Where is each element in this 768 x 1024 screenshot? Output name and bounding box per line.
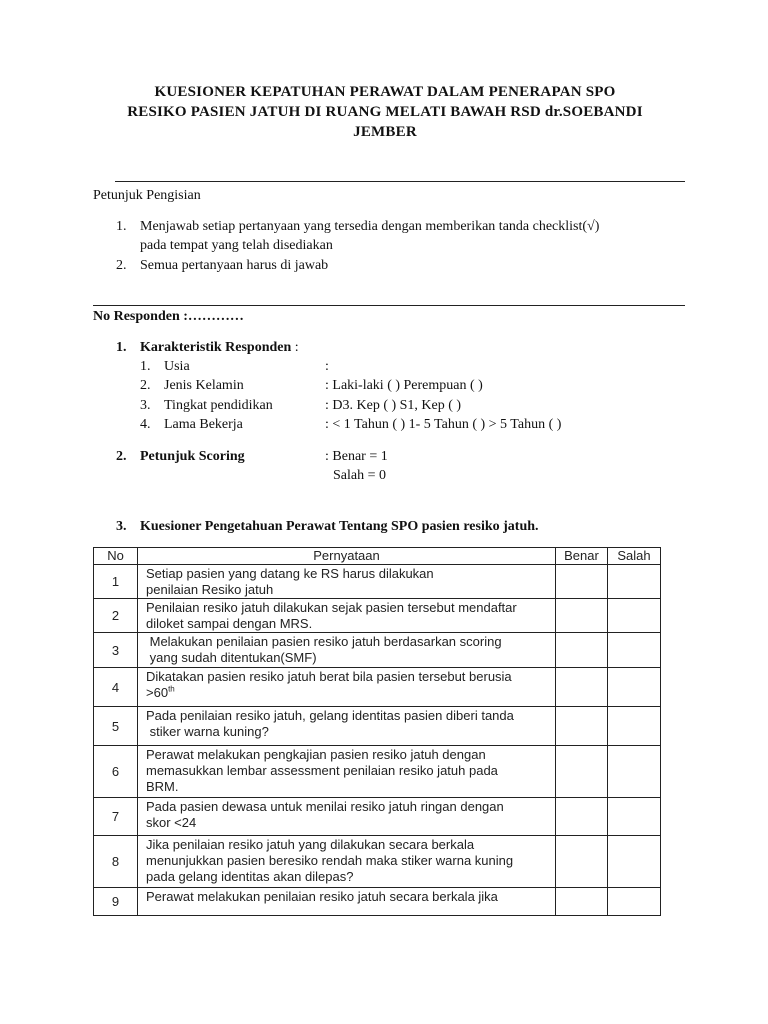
superscript: th — [168, 684, 175, 694]
row-statement — [138, 746, 556, 798]
true-checkbox-cell[interactable] — [556, 599, 608, 633]
row-number: 8 — [94, 836, 138, 888]
statement-line: BRM. — [146, 779, 179, 794]
field-education-options[interactable]: : D3. Kep ( ) S1, Kep ( ) — [325, 398, 462, 413]
top-divider — [115, 181, 685, 182]
instruction-2-text: Semua pertanyaan harus di jawab — [140, 258, 329, 273]
row-number: 5 — [94, 707, 138, 746]
statement-line: penilaian Resiko jatuh — [146, 582, 274, 597]
statement-line: skor <24 — [146, 815, 197, 830]
row-number: 7 — [94, 798, 138, 836]
row-statement — [138, 888, 556, 916]
row-number: 3 — [94, 633, 138, 668]
table-row — [94, 668, 661, 707]
row-number: 6 — [94, 746, 138, 798]
row-statement — [138, 565, 556, 599]
table-row — [94, 707, 661, 746]
table-row — [94, 599, 661, 633]
header-no: No — [94, 548, 138, 565]
row-statement — [138, 836, 556, 888]
row-statement — [138, 633, 556, 668]
statement-line: menunjukkan pasien beresiko rendah maka stiker warna kuning — [146, 853, 514, 868]
false-checkbox-cell[interactable] — [608, 633, 661, 668]
field-education-number: 3. — [140, 398, 151, 413]
true-checkbox-cell[interactable] — [556, 746, 608, 798]
section-1-colon: : — [291, 340, 299, 355]
field-age-value[interactable]: : — [325, 359, 329, 374]
table-row — [94, 746, 661, 798]
table-header-row — [94, 548, 661, 565]
instructions-heading: Petunjuk Pengisian — [93, 188, 201, 203]
title-line-3: JEMBER — [353, 124, 417, 140]
table-row — [94, 565, 661, 599]
true-checkbox-cell[interactable] — [556, 633, 608, 668]
row-statement — [138, 707, 556, 746]
knowledge-questionnaire-table — [93, 547, 661, 916]
field-age-label: Usia — [164, 359, 190, 374]
statement-line: memasukkan lembar assessment penilaian resiko jatuh pada — [146, 763, 498, 778]
field-gender-number: 2. — [140, 378, 151, 393]
section-3-number: 3. — [116, 519, 127, 534]
instruction-1-text: Menjawab setiap pertanyaan yang tersedia dengan memberikan tanda checklist(√) — [140, 219, 600, 234]
row-number: 4 — [94, 668, 138, 707]
row-statement — [138, 599, 556, 633]
statement-line-with-sup — [146, 685, 551, 701]
title-line-2: RESIKO PASIEN JATUH DI RUANG MELATI BAWAH RSD dr.SOEBANDI — [127, 104, 643, 120]
title-line-1: KUESIONER KEPATUHAN PERAWAT DALAM PENERAPAN SPO — [154, 84, 616, 100]
section-3-heading: Kuesioner Pengetahuan Perawat Tentang SPO pasien resiko jatuh. — [140, 519, 539, 534]
row-number: 2 — [94, 599, 138, 633]
row-number: 1 — [94, 565, 138, 599]
section-1-heading-wrap — [140, 338, 299, 357]
section-1-heading: Karakteristik Responden — [140, 340, 292, 355]
statement-line: Pada penilaian resiko jatuh, gelang identitas pasien diberi tanda — [146, 708, 514, 723]
true-checkbox-cell[interactable] — [556, 707, 608, 746]
table-row — [94, 798, 661, 836]
statement-line: stiker warna kuning? — [146, 724, 269, 739]
document-title — [90, 82, 680, 142]
header-false: Salah — [608, 548, 661, 565]
statement-line: Dikatakan pasien resiko jatuh berat bila pasien tersebut berusia — [146, 669, 512, 684]
section-2-heading: Petunjuk Scoring — [140, 449, 245, 464]
field-tenure-options[interactable]: : < 1 Tahun ( ) 1- 5 Tahun ( ) > 5 Tahun ( ) — [325, 417, 562, 432]
field-gender-options[interactable]: : Laki-laki ( ) Perempuan ( ) — [325, 378, 483, 393]
statement-line: Melakukan penilaian pasien resiko jatuh berdasarkan scoring — [146, 634, 502, 649]
false-checkbox-cell[interactable] — [608, 599, 661, 633]
statement-line: Setiap pasien yang datang ke RS harus dilakukan — [146, 566, 434, 581]
table-row — [94, 888, 661, 916]
statement-line: Penilaian resiko jatuh dilakukan sejak pasien tersebut mendaftar — [146, 600, 517, 615]
statement-line: Pada pasien dewasa untuk menilai resiko jatuh ringan dengan — [146, 799, 504, 814]
instruction-1-text-cont: pada tempat yang telah disediakan — [140, 238, 333, 253]
field-tenure-number: 4. — [140, 417, 151, 432]
scoring-correct: : Benar = 1 — [325, 449, 388, 464]
false-checkbox-cell[interactable] — [608, 836, 661, 888]
middle-divider — [93, 305, 685, 306]
false-checkbox-cell[interactable] — [608, 746, 661, 798]
statement-line: Perawat melakukan penilaian resiko jatuh secara berkala jika — [146, 889, 498, 904]
respondent-number-field[interactable]: No Responden :………… — [93, 309, 244, 324]
header-true: Benar — [556, 548, 608, 565]
field-education-label: Tingkat pendidikan — [164, 398, 273, 413]
row-number: 9 — [94, 888, 138, 916]
header-statement: Pernyataan — [138, 548, 556, 565]
true-checkbox-cell[interactable] — [556, 888, 608, 916]
field-age-number: 1. — [140, 359, 151, 374]
instruction-2-number: 2. — [116, 258, 127, 273]
statement-line: Perawat melakukan pengkajian pasien resiko jatuh dengan — [146, 747, 486, 762]
false-checkbox-cell[interactable] — [608, 668, 661, 707]
false-checkbox-cell[interactable] — [608, 565, 661, 599]
true-checkbox-cell[interactable] — [556, 565, 608, 599]
statement-line: >60 — [146, 685, 169, 700]
section-1-number: 1. — [116, 340, 127, 355]
false-checkbox-cell[interactable] — [608, 798, 661, 836]
instruction-1-number: 1. — [116, 219, 127, 234]
table-row — [94, 836, 661, 888]
statement-line: yang sudah ditentukan(SMF) — [146, 650, 317, 665]
false-checkbox-cell[interactable] — [608, 888, 661, 916]
statement-line: diloket sampai dengan MRS. — [146, 616, 313, 631]
table-row — [94, 633, 661, 668]
scoring-wrong: Salah = 0 — [333, 468, 386, 483]
field-gender-label: Jenis Kelamin — [164, 378, 244, 393]
true-checkbox-cell[interactable] — [556, 836, 608, 888]
section-2-number: 2. — [116, 449, 127, 464]
false-checkbox-cell[interactable] — [608, 707, 661, 746]
row-statement — [138, 668, 556, 707]
statement-line: Jika penilaian resiko jatuh yang dilakukan secara berkala — [146, 837, 475, 852]
true-checkbox-cell[interactable] — [556, 668, 608, 707]
row-statement — [138, 798, 556, 836]
statement-line: pada gelang identitas akan dilepas? — [146, 869, 354, 884]
true-checkbox-cell[interactable] — [556, 798, 608, 836]
field-tenure-label: Lama Bekerja — [164, 417, 243, 432]
